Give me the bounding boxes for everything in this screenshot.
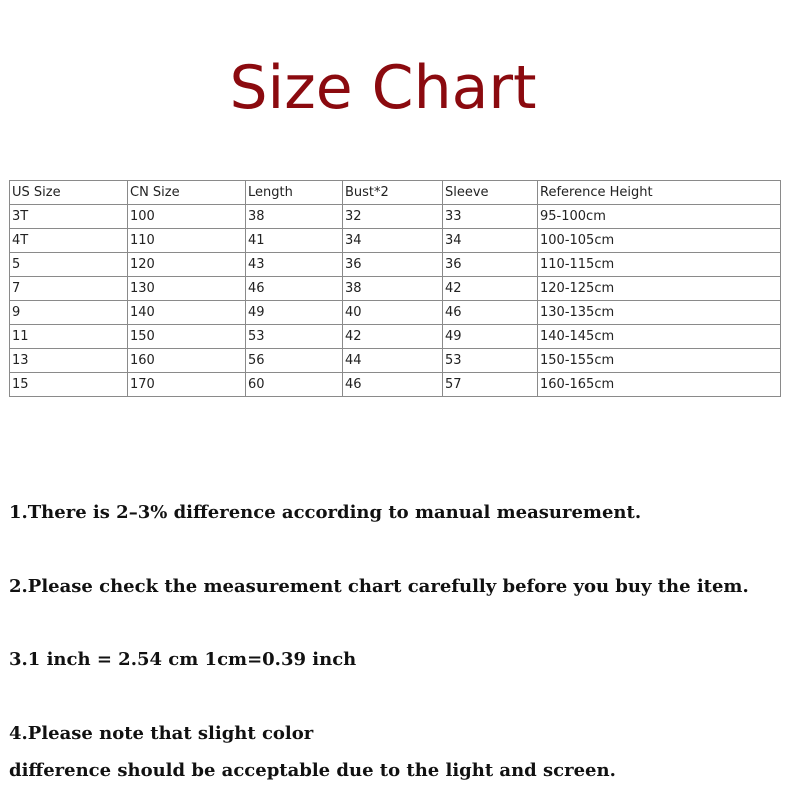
table-cell: 140 [128, 301, 246, 325]
table-cell: 11 [10, 325, 128, 349]
table-row [10, 229, 781, 253]
table-row [10, 325, 781, 349]
table-row [10, 253, 781, 277]
table-cell: 32 [343, 205, 443, 229]
table-cell: 40 [343, 301, 443, 325]
header-reference-height: Reference Height [538, 181, 781, 205]
page-title: Size Chart [229, 53, 537, 123]
table-cell: 44 [343, 349, 443, 373]
table-cell: 49 [246, 301, 343, 325]
table-cell: 130 [128, 277, 246, 301]
table-cell: 130-135cm [538, 301, 781, 325]
table-cell: 38 [246, 205, 343, 229]
table-cell: 41 [246, 229, 343, 253]
table-cell: 100 [128, 205, 246, 229]
table-cell: 160 [128, 349, 246, 373]
table-cell: 60 [246, 373, 343, 397]
table-cell: 46 [246, 277, 343, 301]
note-3: 3.1 inch = 2.54 cm 1cm=0.39 inch [9, 649, 357, 670]
table-cell: 15 [10, 373, 128, 397]
table-cell: 100-105cm [538, 229, 781, 253]
table-row [10, 277, 781, 301]
table-cell: 4T [10, 229, 128, 253]
table-cell: 42 [343, 325, 443, 349]
size-table [9, 180, 781, 397]
table-cell: 46 [443, 301, 538, 325]
table-cell: 42 [443, 277, 538, 301]
table-cell: 56 [246, 349, 343, 373]
table-cell: 9 [10, 301, 128, 325]
table-cell: 34 [343, 229, 443, 253]
table-row [10, 301, 781, 325]
table-cell: 110-115cm [538, 253, 781, 277]
header-length: Length [246, 181, 343, 205]
table-cell: 38 [343, 277, 443, 301]
header-us-size: US Size [10, 181, 128, 205]
table-cell: 7 [10, 277, 128, 301]
header-cn-size: CN Size [128, 181, 246, 205]
table-cell: 34 [443, 229, 538, 253]
table-row [10, 205, 781, 229]
note-4-line-1: 4.Please note that slight color [9, 723, 314, 744]
note-4-line-2: difference should be acceptable due to the light and screen. [9, 760, 616, 781]
header-bust: Bust*2 [343, 181, 443, 205]
table-header-row [10, 181, 781, 205]
table-cell: 3T [10, 205, 128, 229]
table-cell: 53 [443, 349, 538, 373]
table-cell: 49 [443, 325, 538, 349]
table-cell: 57 [443, 373, 538, 397]
note-2: 2.Please check the measurement chart carefully before you buy the item. [9, 576, 749, 597]
table-cell: 36 [443, 253, 538, 277]
table-cell: 140-145cm [538, 325, 781, 349]
table-cell: 33 [443, 205, 538, 229]
table-cell: 150-155cm [538, 349, 781, 373]
table-cell: 160-165cm [538, 373, 781, 397]
table-cell: 95-100cm [538, 205, 781, 229]
table-cell: 120 [128, 253, 246, 277]
table-cell: 120-125cm [538, 277, 781, 301]
table-row [10, 373, 781, 397]
table-cell: 13 [10, 349, 128, 373]
table-cell: 36 [343, 253, 443, 277]
table-cell: 43 [246, 253, 343, 277]
table-cell: 53 [246, 325, 343, 349]
header-sleeve: Sleeve [443, 181, 538, 205]
table-cell: 46 [343, 373, 443, 397]
table-cell: 110 [128, 229, 246, 253]
table-cell: 5 [10, 253, 128, 277]
table-cell: 150 [128, 325, 246, 349]
table-cell: 170 [128, 373, 246, 397]
note-1: 1.There is 2–3% difference according to manual measurement. [9, 502, 642, 523]
table-row [10, 349, 781, 373]
